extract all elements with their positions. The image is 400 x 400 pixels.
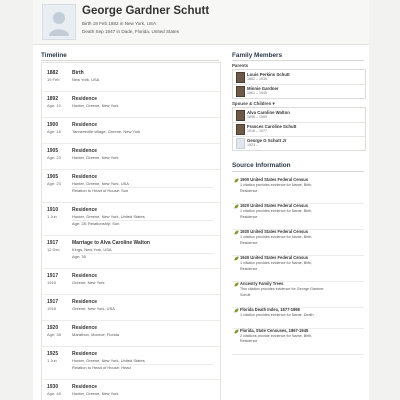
source-citation: 1 citation provides evidence for Name, Birth, [240,261,313,265]
timeline-list [41,62,221,400]
source-item[interactable] [232,203,364,230]
source-citation: 1 citation provides evidence for Name, Death [240,313,314,317]
source-item[interactable] [232,177,364,204]
event-year: 1905 [47,174,59,180]
source-leaf-icon [234,178,239,183]
person-header [33,0,369,45]
source-citation: Residence [240,188,258,193]
event-year: 1900 [47,122,59,128]
member-name: George G Schutt Jr [247,138,287,143]
timeline-event[interactable] [42,91,220,118]
spouse-children-text: Spouse & Children [232,101,272,106]
source-information-title: Source Information [232,162,291,169]
event-detail: Relation to Head of House: Son [72,188,129,193]
parents-label: Parents [232,63,249,68]
event-title: Residence [72,325,98,331]
timeline-event[interactable] [42,235,220,269]
event-date: 1 Jun [47,214,57,219]
source-title[interactable]: Florida Death Index, 1877-1998 [240,307,300,312]
source-item[interactable] [232,229,364,256]
source-title[interactable]: Florida, State Censuses, 1867-1945 [240,327,309,333]
event-detail: Age: 28; Relationship: Son [72,221,120,226]
family-member[interactable] [233,122,365,136]
member-photo [236,72,245,83]
event-detail: Kings, New York, USA [72,247,112,252]
event-date: Age: 23 [47,155,61,160]
family-member[interactable] [233,70,365,84]
member-lifespan: 1896 – 1985 [247,115,267,119]
event-detail: Hunter, Greene, New York, United States [72,358,145,363]
timeline-title: Timeline [41,52,67,59]
source-citation: 1 citation provides evidence for Name, Birth, [240,235,313,239]
event-detail: Greene, New York [72,280,105,285]
family-member[interactable] [233,84,365,98]
source-item[interactable] [232,255,364,282]
event-detail: Hunter, Greene, New York [72,155,119,160]
avatar[interactable] [42,4,76,40]
sources-rule [232,171,364,172]
event-date: 12 Dec [47,247,60,252]
timeline-event[interactable] [42,202,220,236]
event-title: Birth [72,70,84,76]
source-leaf-icon [234,282,239,287]
timeline-event[interactable] [42,169,220,203]
member-name: Alva Caroline Walton [247,110,290,115]
event-detail: Hunter, Greene, New York [72,103,119,108]
member-photo [236,124,245,135]
event-year: 1910 [47,207,59,213]
source-title[interactable]: 1920 United States Federal Census [240,203,309,208]
sidebar [232,50,366,400]
source-citation: Residence [240,266,258,271]
event-date: 19 Feb [47,77,60,82]
parents-list [232,69,366,99]
source-citation: Residence [240,214,258,219]
event-title: Residence [72,122,98,128]
event-title: Residence [72,96,98,102]
event-title: Residence [72,384,98,390]
source-citation: This citation provides evidence for George Gardner [240,287,324,291]
event-year: 1892 [47,96,59,102]
event-date: Age: 23 [47,181,61,186]
member-lifespan: 1862 – 1935 [247,77,267,81]
event-year: 1930 [47,384,59,390]
timeline-event[interactable] [42,346,220,380]
event-title: Residence [72,148,98,154]
profile-page [33,0,369,400]
event-detail: Tannersville village, Greene, New York [72,129,141,134]
timeline-event[interactable] [42,117,220,144]
source-citation: 2 citations provide evidence for Name, Birth, [240,333,313,338]
event-detail: Marathon, Monroe, Florida [72,332,120,337]
event-title: Residence [72,299,98,305]
event-date: Age: 38 [47,332,61,337]
event-year: 1917 [47,299,59,305]
timeline-event[interactable] [42,320,220,347]
person-silhouette-icon [48,9,70,36]
source-title[interactable]: 1940 United States Federal Census [240,255,309,260]
event-date: 1918 [47,280,56,285]
event-title: Marriage to Alva Caroline Walton [72,240,150,246]
source-item[interactable] [232,281,364,308]
timeline-event[interactable] [42,268,220,295]
timeline-section [33,50,221,400]
event-year: 1917 [47,240,59,246]
family-member[interactable] [233,136,365,150]
member-divider [233,122,365,123]
event-title: Residence [72,351,98,357]
chevron-down-icon: ▾ [272,101,275,106]
source-leaf-icon [234,204,239,209]
family-rule [232,60,364,61]
timeline-event[interactable] [42,65,220,92]
event-detail-divider [72,253,214,254]
spouse-children-list [232,107,366,151]
family-members-title: Family Members [232,52,283,59]
birth-summary: Birth 19 Feb 1882 in New York, USA [82,21,157,26]
death-summary: Death Sep 1947 in Dade, Florida, United States [82,29,180,34]
source-leaf-icon [234,329,239,334]
event-detail: Age: 35 [72,254,86,259]
member-lifespan: 1861 – 1945 [247,91,267,95]
source-citation: Residence [240,339,258,343]
timeline-rule [41,60,219,61]
event-detail: Hunter, Greene, New York, United States [72,214,145,219]
family-member[interactable] [233,108,365,122]
source-citation: Residence [240,240,258,245]
member-name: Louis Perkins Schutt [247,72,290,77]
source-title[interactable]: 1930 United States Federal Census [240,229,309,234]
event-detail: Greene, New York, USA [72,306,115,311]
source-item[interactable] [232,307,364,329]
source-leaf-icon [234,308,239,313]
person-name: George Gardner Schutt [82,5,210,17]
event-detail: Hunter, Greene, New York, USA [72,181,129,186]
event-title: Residence [72,273,98,279]
timeline-event[interactable] [42,143,220,170]
event-year: 1920 [47,325,59,331]
event-detail: Relation to Head of House: Head [72,365,131,370]
timeline-event[interactable] [42,294,220,321]
event-title: Residence [72,174,98,180]
event-date: 1 Jun [47,358,57,363]
event-year: 1917 [47,273,59,279]
source-item[interactable] [232,328,364,355]
event-year: 1882 [47,70,59,76]
event-title: Residence [72,207,98,213]
member-divider [233,84,365,85]
source-citation: 1 citation provides evidence for Name, Birth, [240,209,313,213]
member-lifespan: 1918 – 1977 [247,129,267,133]
source-title[interactable]: Ancestry Family Trees [240,281,284,286]
event-detail: Hunter, Greene, New York [72,391,119,396]
event-year: 1925 [47,351,59,357]
source-title[interactable]: 1900 United States Federal Census [240,177,309,182]
member-name: Frances Caroline Schutt [247,124,297,129]
event-date: Age: 48 [47,391,61,396]
member-lifespan: 1923 – [247,143,258,147]
member-placeholder-icon [236,138,245,149]
member-name: Minnie Gardner [247,86,279,91]
event-detail: New York, USA [72,77,100,82]
timeline-event[interactable] [42,379,220,400]
event-date: 1918 [47,306,56,311]
source-citation: Schutt [240,292,251,297]
member-divider [233,136,365,137]
event-date: Age: 10 [47,103,61,108]
event-year: 1905 [47,148,59,154]
source-leaf-icon [234,230,239,235]
source-leaf-icon [234,256,239,261]
source-citation: 1 citation provides evidence for Name, Birth, [240,183,313,187]
member-photo [236,86,245,97]
event-date: Age: 18 [47,129,61,134]
member-photo [236,110,245,121]
